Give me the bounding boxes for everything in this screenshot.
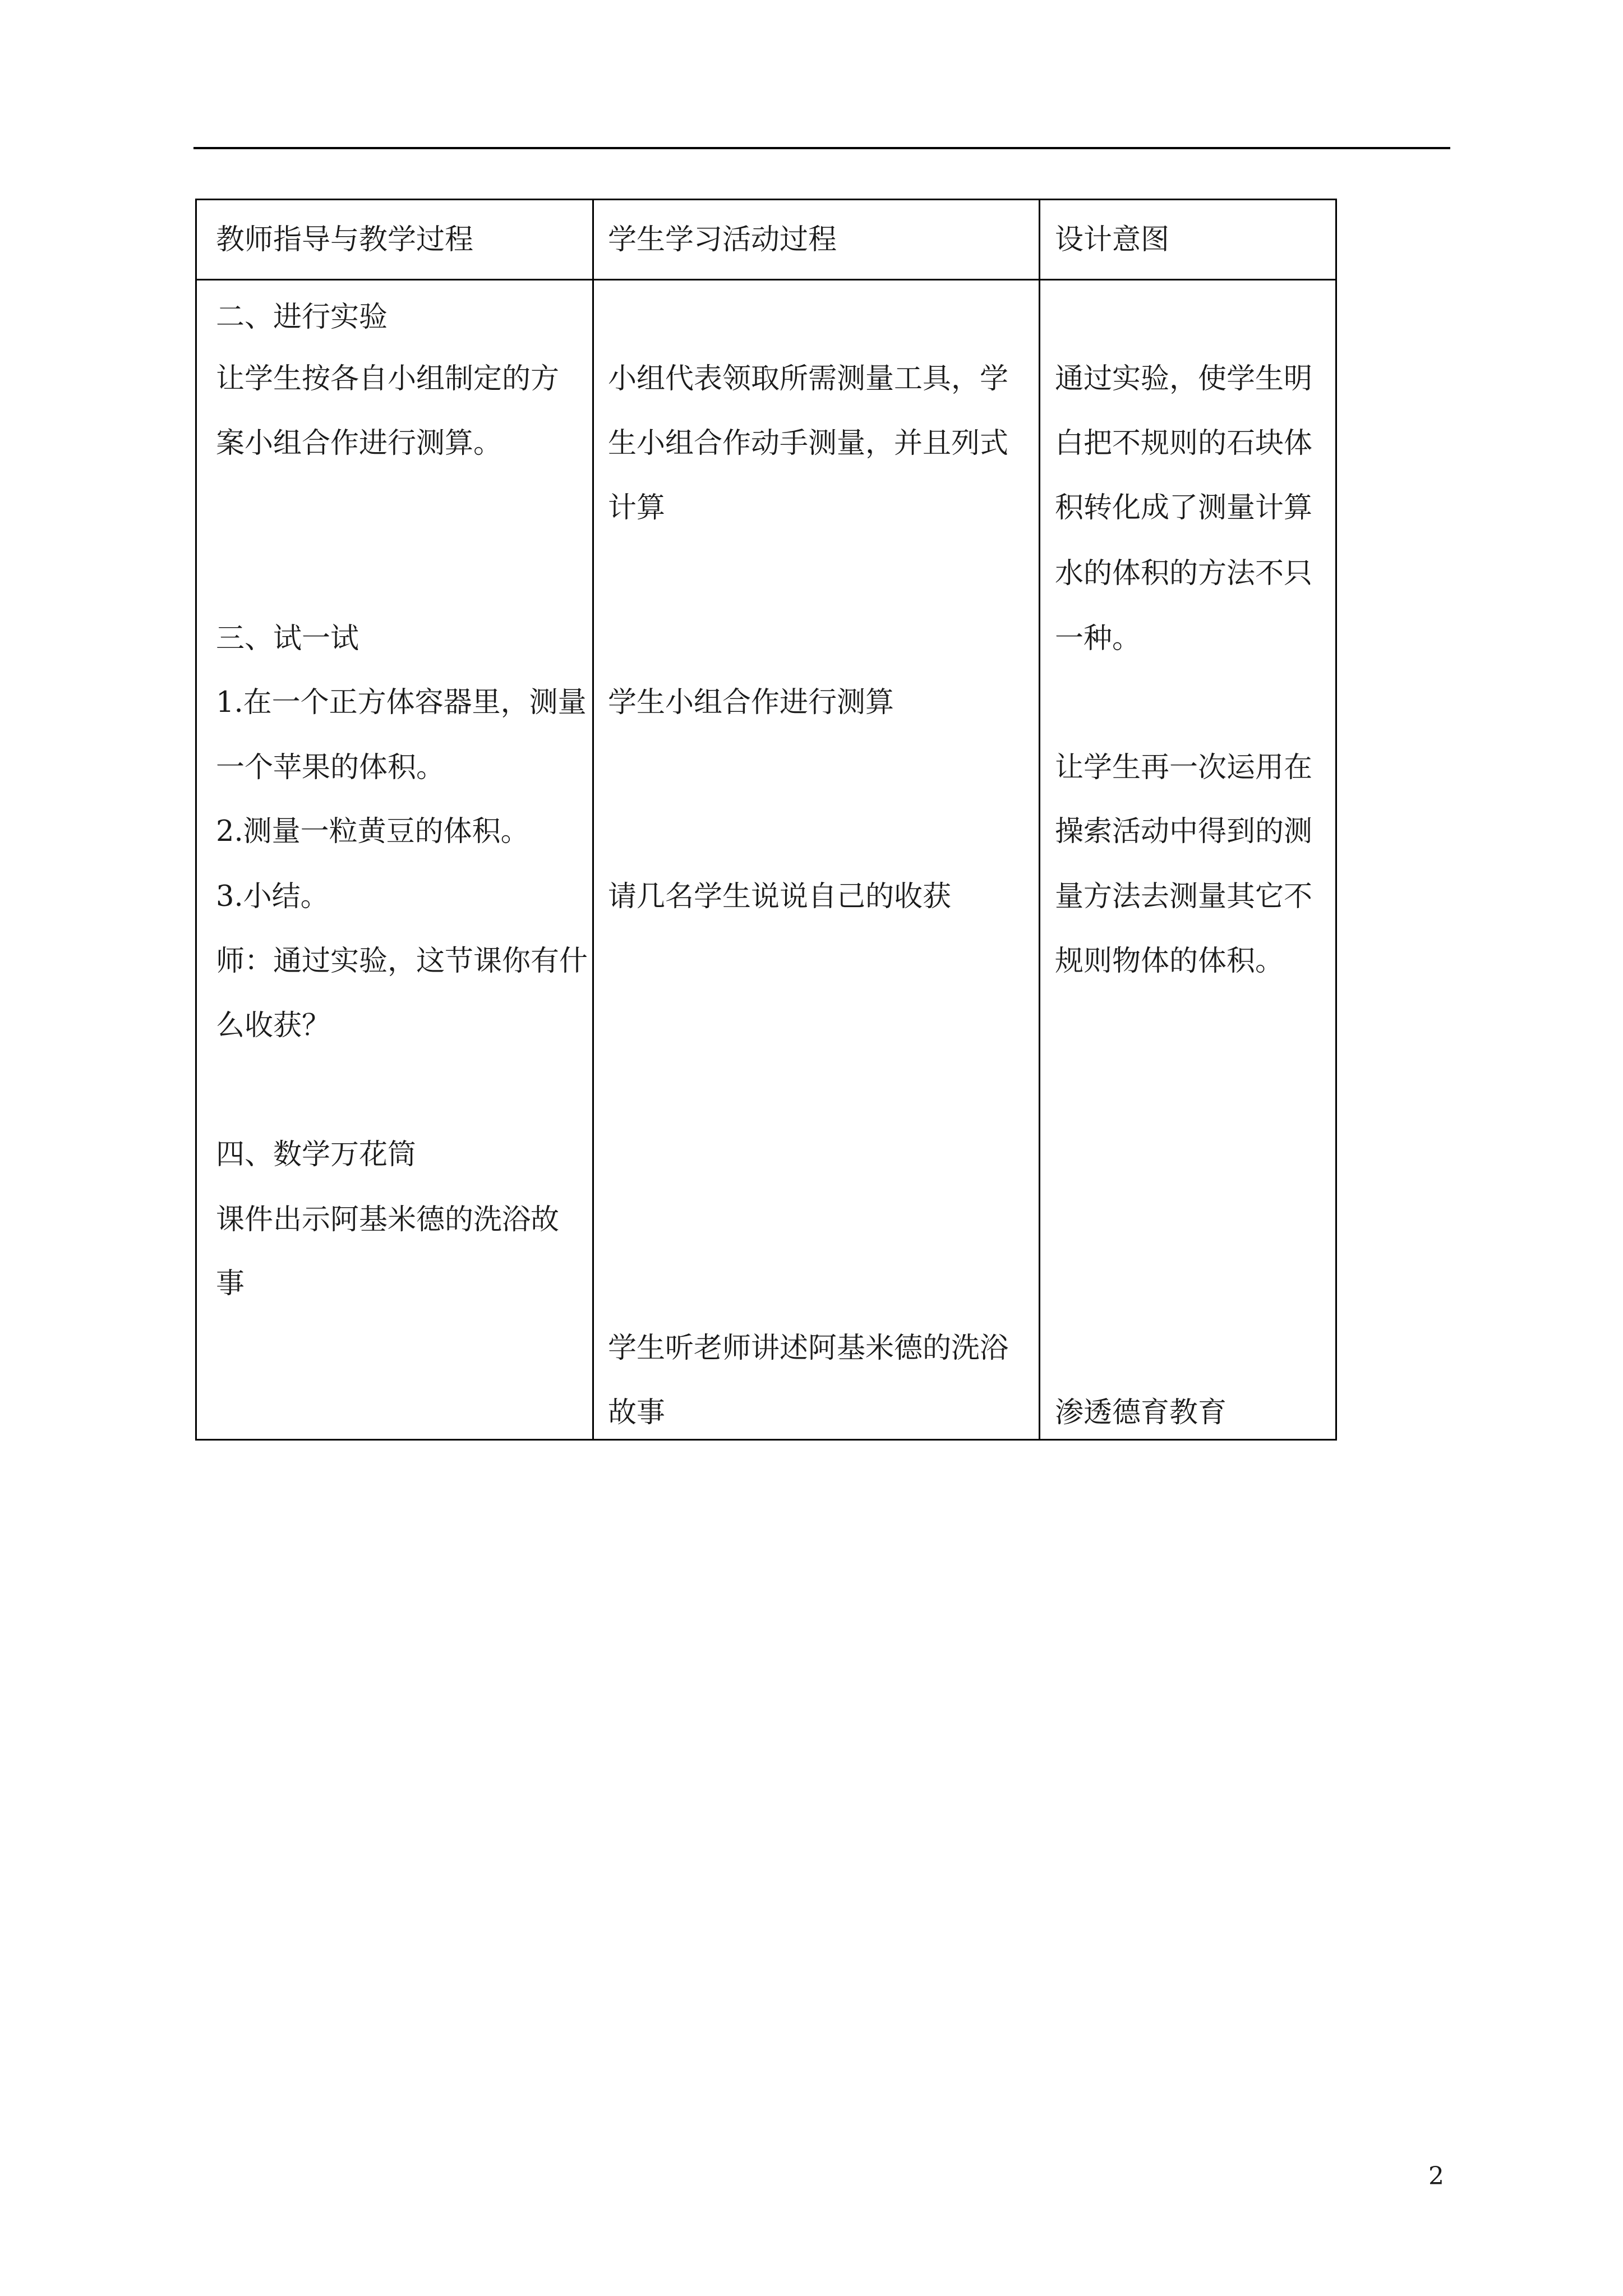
student-text: 学生小组合作进行测算 [608,686,895,719]
intent-text: 操索活动中得到的测 [1055,815,1313,848]
lesson-plan-table [195,199,1337,1441]
teacher-text: 让学生按各自小组制定的方 [216,362,560,395]
column-divider-1 [592,200,594,1439]
header-row-divider [197,279,1335,280]
teacher-text: 事 [216,1267,245,1300]
section-try-title: 三、试一试 [216,622,359,655]
teacher-text: 1.在一个正方体容器里，测量 [216,686,587,719]
teacher-text: 2.测量一粒黄豆的体积。 [216,815,529,848]
header-student-activity: 学生学习活动过程 [608,223,837,256]
intent-text: 通过实验，使学生明 [1055,362,1313,395]
header-rule [193,147,1450,149]
teacher-text: 一个苹果的体积。 [216,751,445,784]
intent-text: 渗透德育教育 [1055,1396,1227,1429]
intent-text: 让学生再一次运用在 [1055,751,1313,784]
student-text: 小组代表领取所需测量工具，学 [608,362,1009,395]
teacher-text: 课件出示阿基米德的洗浴故 [216,1203,560,1236]
teacher-text: 案小组合作进行测算。 [216,427,502,460]
intent-text: 量方法去测量其它不 [1055,880,1313,913]
column-divider-2 [1039,200,1040,1439]
student-text: 请几名学生说说自己的收获 [608,880,952,913]
section-math-kaleidoscope-title: 四、数学万花筒 [216,1138,417,1171]
student-text: 故事 [608,1396,666,1429]
teacher-text: 3.小结。 [216,880,329,913]
section-experiment-title: 二、进行实验 [216,301,388,334]
intent-text: 规则物体的体积。 [1055,945,1284,978]
intent-text: 白把不规则的石块体 [1055,427,1313,460]
header-teacher-guidance: 教师指导与教学过程 [216,223,474,256]
intent-text: 水的体积的方法不只 [1055,557,1313,590]
header-design-intent: 设计意图 [1055,223,1170,256]
intent-text: 积转化成了测量计算 [1055,491,1313,524]
teacher-text: 么收获？ [216,1009,331,1042]
teacher-text: 师：通过实验，这节课你有什 [216,945,588,978]
student-text: 生小组合作动手测量，并且列式 [608,427,1009,460]
intent-text: 一种。 [1055,622,1141,655]
student-text: 学生听老师讲述阿基米德的洗浴 [608,1332,1009,1365]
student-text: 计算 [608,491,666,524]
page-number: 2 [1428,2162,1444,2191]
